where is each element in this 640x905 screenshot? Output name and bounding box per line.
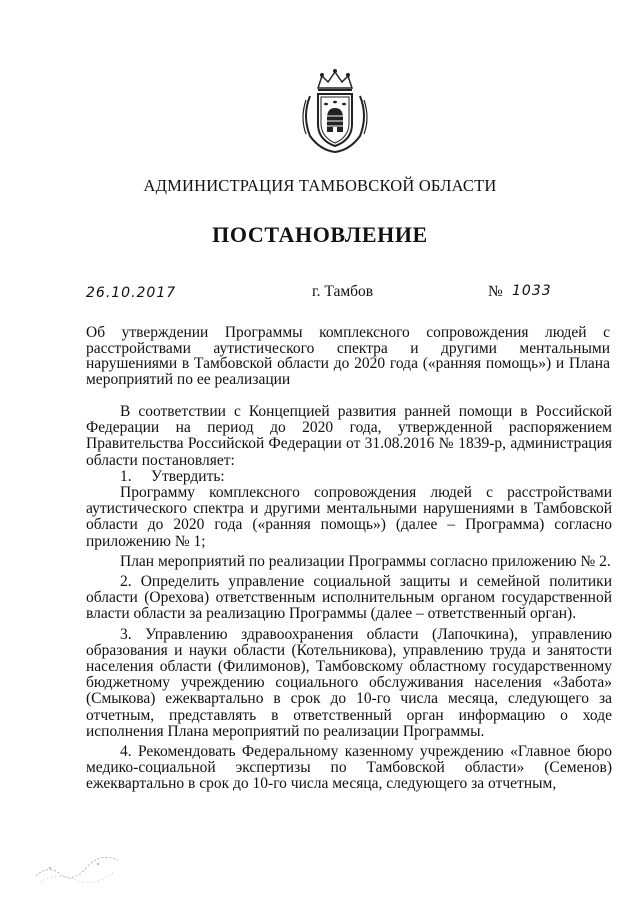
item-4-paragraph: 4. Рекомендовать Федеральному казенному учреждению «Главное бюро медико-социальной экспертизы по Тамбовской области» (Семенов) ежеквартально в срок до 10-го числа месяца, следующего за отчетным, [86,743,612,793]
document-type: ПОСТАНОВЛЕНИЕ [212,222,428,247]
city: г. Тамбов [312,283,374,300]
preamble-paragraph: В соответствии с Концепцией развития ранней помощи в Российской Федерации на период до 2020 года, утвержденной распоряжением Правительства Российской Федерации от 31.08.2016 № 1839-р, администрация области постановляет: [86,403,612,469]
faint-stamp-mark [28,846,128,888]
handwritten-number: 1033 [512,283,552,299]
resolution-body [86,404,612,793]
item-3-paragraph: 3. Управлению здравоохранения области (Лапочкина), управлению образования и науки области (Котельникова), управлению труда и занятости населения области (Филимонов), Тамбовскому областному государственному бюджетному учреждению социального обслуживания населения «Забота» (Смыкова) ежеквартально в срок до 10-го числа месяца, следующего за отчетным, представлять в ответственный орган информацию о ходе исполнения Плана мероприятий по реализации Программы. [86,625,612,740]
item-1-program: Программу комплексного сопровождения людей с расстройствами аутистического спектра и другими ментальными нарушениями в Тамбовской области до 2020 года («ранняя помощь») (далее – Программа) согласно приложению № 1; [86,484,612,550]
organization-name: АДМИНИСТРАЦИЯ ТАМБОВСКОЙ ОБЛАСТИ [143,176,497,195]
item-1-heading: 1. Утвердить: [120,467,225,485]
number-label: № [488,283,503,300]
date-number-line [86,283,616,307]
handwritten-date: 26.10.2017 [86,285,177,301]
item-2-paragraph: 2. Определить управление социальной защиты и семейной политики области (Орехова) ответственным исполнительным органом государственной власти области за реализацию Программы (далее – ответственный орган). [86,573,612,623]
item-1-plan: План мероприятий по реализации Программы согласно приложению № 2. [120,552,611,570]
resolution-title: Об утверждении Программы комплексного сопровождения людей с расстройствами аутистического спектра и другими ментальными нарушениями в Тамбовской области до 2020 года («ранняя помощь») и Плана мероприятий по ее реализации [86,324,610,388]
tambov-coat-of-arms-icon [296,66,374,154]
